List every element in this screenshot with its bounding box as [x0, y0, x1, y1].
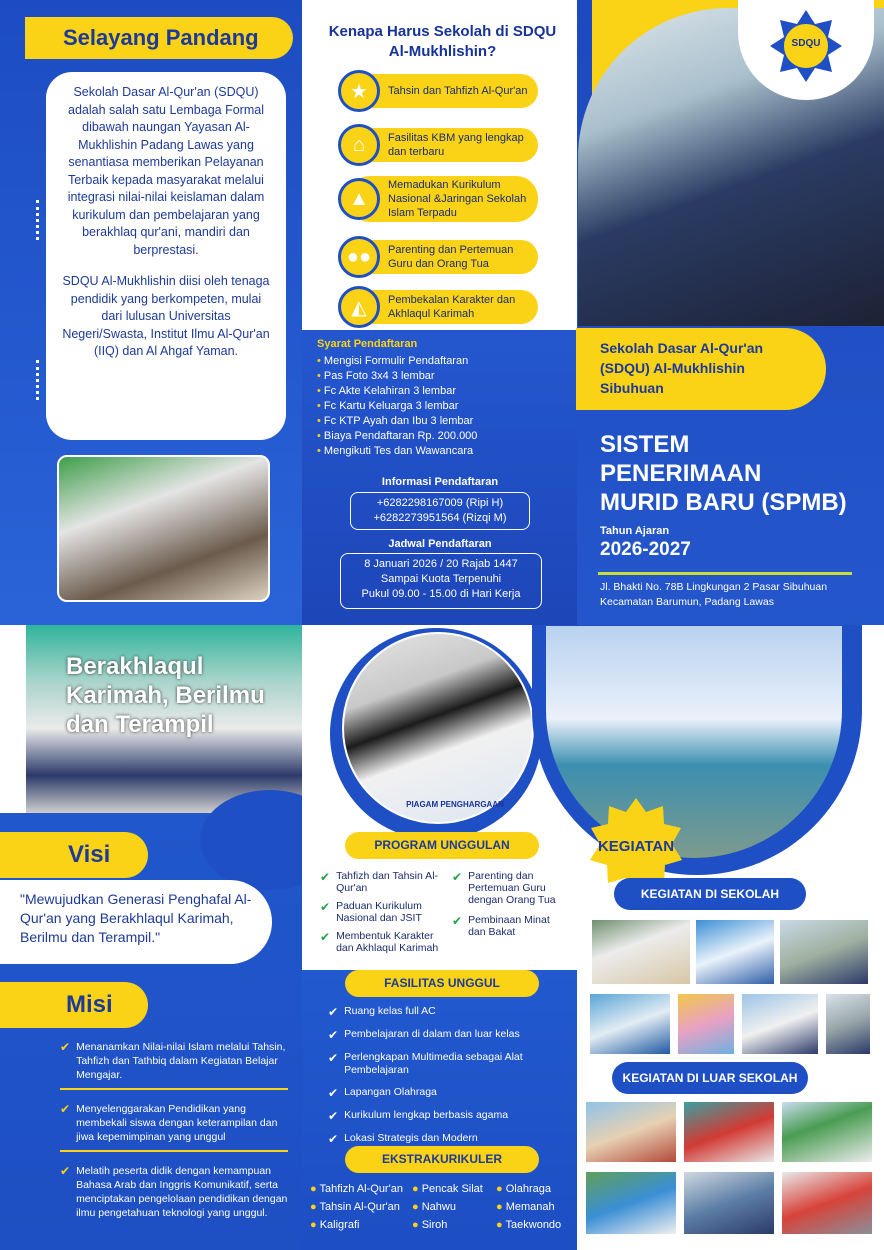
motto-text: Berakhlaqul Karimah, Berilmu dan Terampil [66, 653, 265, 738]
program-title: PROGRAM UNGGULAN [345, 832, 539, 859]
fasilitas-item: ✔ Lokasi Strategis dan Modern [328, 1132, 478, 1146]
ekstra-item: ● Siroh [412, 1219, 448, 1231]
check-icon: ✔ [452, 914, 463, 928]
kegiatan-badge-text: KEGIATAN [597, 838, 675, 855]
school-logo [768, 8, 844, 84]
cover-title-line-1: SISTEM [600, 431, 690, 458]
phone-2[interactable]: +6282273951564 (Rizqi M) [373, 512, 507, 524]
fasilitas-item: ✔ Kurikulum lengkap berbasis agama [328, 1109, 509, 1123]
syarat-item: • Mengisi Formulir Pendaftaran [317, 355, 469, 367]
selayang-paragraph-2: SDQU Al-Mukhlishin diisi oleh tenaga pendidik yang berkompeten, mulai dari lulusan Universitas Negeri/Swasta, Institut Ilmu Al-Qur'an (IIQ) dan Al Ahgaf Yaman. [62, 274, 270, 358]
ekstra-item: ● Tahfizh Al-Qur'an [310, 1183, 403, 1195]
why-item-label: Memadukan Kurikulum Nasional &Jaringan Sekolah Islam Terpadu [348, 176, 538, 222]
ekstra-item: ● Nahwu [412, 1201, 456, 1213]
ekstra-list [310, 1182, 580, 1233]
kegiatan-luar-photo [584, 1170, 678, 1236]
misi-item: ✔ Melatih peserta didik dengan kemampuan Bahasa Arab dan Inggris Komunikatif, serta menciptakan pengelolaan pendidikan dengan ilmu pengetahuan teknologi yang unggul. [60, 1164, 288, 1219]
check-icon: ✔ [320, 930, 331, 944]
selayang-card [46, 72, 286, 440]
jadwal-line-1: 8 Januari 2026 / 20 Rajab 1447 [364, 558, 518, 570]
misi-list [60, 1040, 288, 1220]
check-icon: ✔ [60, 1164, 71, 1178]
check-icon: ✔ [328, 1005, 339, 1019]
check-icon: ✔ [328, 1028, 339, 1042]
visi-title: Visi [68, 841, 111, 868]
syarat-item: • Biaya Pendaftaran Rp. 200.000 [317, 430, 478, 442]
ekstra-item: ● Tahsin Al-Qur'an [310, 1201, 400, 1213]
why-item [338, 236, 538, 278]
misi-item: ✔ Menanamkan Nilai-nilai Islam melalui Tahsin, Tahfizh dan Tathbiq dalam Kegiatan Belajar Mengajar. [60, 1040, 288, 1090]
students-award-photo [57, 455, 270, 602]
kegiatan-luar-title: KEGIATAN DI LUAR SEKOLAH [612, 1062, 808, 1094]
kegiatan-luar-photo [682, 1170, 776, 1236]
cover-title-line-2: PENERIMAAN [600, 460, 762, 487]
syarat-item: • Fc KTP Ayah dan Ibu 3 lembar [317, 415, 474, 427]
why-item [338, 174, 538, 224]
ekstra-item: ● Olahraga [496, 1183, 551, 1195]
school-address: Jl. Bhakti No. 78B Lingkungan 2 Pasar Sibuhuan Kecamatan Barumun, Padang Lawas [600, 581, 828, 608]
kegiatan-sekolah-photo [588, 992, 672, 1056]
program-item: ✔ Tahfizh dan Tahsin Al-Qur'an [320, 870, 439, 894]
kegiatan-sekolah-photo [824, 992, 872, 1056]
kegiatan-luar-photo [584, 1100, 678, 1164]
why-item-label: Parenting dan Pertemuan Guru dan Orang Tua [348, 240, 538, 274]
why-title: Kenapa Harus Sekolah di SDQU Al-Mukhlishin? [328, 23, 557, 60]
certificate-text: PIAGAM PENGHARGAAN [406, 800, 504, 809]
check-icon: ✔ [328, 1132, 339, 1146]
fasilitas-item: ✔ Pembelajaran di dalam dan luar kelas [328, 1028, 520, 1042]
kegiatan-sekolah-photo [676, 992, 736, 1056]
mosque-icon: ◭ [338, 286, 380, 328]
jadwal-line-3: Pukul 09.00 - 15.00 di Hari Kerja [361, 588, 521, 600]
check-icon: ✔ [328, 1086, 339, 1100]
why-item [338, 70, 538, 112]
check-icon: ✔ [328, 1051, 339, 1065]
check-icon: ✔ [60, 1102, 71, 1116]
program-item: ✔ Parenting dan Pertemuan Guru dengan Orang Tua [452, 870, 556, 906]
academic-year: 2026-2027 [600, 539, 691, 560]
people-icon: ●● [338, 236, 380, 278]
cover-title-line-3: MURID BARU (SPMB) [600, 489, 847, 516]
selayang-title: Selayang Pandang [63, 25, 259, 50]
kegiatan-sekolah-photo [590, 918, 692, 986]
check-icon: ✔ [320, 900, 331, 914]
visi-card [0, 880, 272, 964]
program-item: ✔ Membentuk Karakter dan Akhlaqul Karimah [320, 930, 439, 954]
why-item [338, 286, 538, 328]
syarat-title: Syarat Pendaftaran [317, 338, 418, 350]
check-icon: ✔ [452, 870, 463, 884]
check-icon: ✔ [328, 1109, 339, 1123]
graduation-cap-icon: ▲ [338, 178, 380, 220]
star-icon: ★ [338, 70, 380, 112]
kegiatan-luar-photo [780, 1170, 874, 1236]
selayang-paragraph-1: Sekolah Dasar Al-Qur'an (SDQU) adalah salah satu Lembaga Formal dibawah naungan Yayasan Al-Mukhlishin Padang Lawas yang senantiasa memberikan Pelayanan Terbaik kepada masyarakat melalui integrasi nilai-nilai keislaman dalam kurikulum dan pembelajaran yang berakhlaq qur'ani, mandiri dan berprestasi. [67, 85, 265, 257]
syarat-section [317, 338, 542, 459]
program-item: ✔ Pembinaan Minat dan Bakat [452, 914, 550, 938]
why-item [338, 124, 538, 166]
logo-text: SDQU [791, 38, 821, 49]
fasilitas-item: ✔ Perlengkapan Multimedia sebagai Alat Pembelajaran [328, 1051, 523, 1076]
why-item-label: Tahsin dan Tahfizh Al-Qur'an [348, 74, 538, 108]
check-icon: ✔ [320, 870, 331, 884]
kegiatan-sekolah-photo [778, 918, 870, 986]
kegiatan-luar-photo [682, 1100, 776, 1164]
syarat-item: • Fc Kartu Keluarga 3 lembar [317, 400, 459, 412]
visi-title-pill [0, 832, 148, 878]
divider-line [598, 572, 852, 575]
year-label: Tahun Ajaran [600, 525, 670, 537]
ekstra-item: ● Memanah [496, 1201, 555, 1213]
ekstra-item: ● Kaligrafi [310, 1219, 360, 1231]
check-icon: ✔ [60, 1040, 71, 1054]
misi-title: Misi [66, 991, 113, 1018]
jadwal-title: Jadwal Pendaftaran [388, 538, 492, 550]
dots-decoration [36, 200, 40, 240]
ekstra-column [412, 1182, 496, 1233]
jadwal-box [340, 553, 542, 609]
ekstra-item: ● Taekwondo [496, 1219, 562, 1231]
program-right-list [452, 870, 562, 938]
syarat-list [317, 354, 542, 459]
kegiatan-sekolah-title: KEGIATAN DI SEKOLAH [614, 878, 806, 910]
ekstra-item: ● Pencak Silat [412, 1183, 483, 1195]
info-title: Informasi Pendaftaran [381, 476, 499, 488]
kegiatan-sekolah-photo [694, 918, 776, 986]
fasilitas-item: ✔ Lapangan Olahraga [328, 1086, 437, 1100]
student-trophy-photo [342, 632, 534, 824]
ekstra-title: EKSTRAKURIKULER [345, 1146, 539, 1173]
ekstra-column [310, 1182, 412, 1233]
school-name: Sekolah Dasar Al-Qur'an (SDQU) Al-Mukhlishin Sibuhuan [600, 340, 764, 396]
why-item-label: Fasilitas KBM yang lengkap dan terbaru [348, 128, 538, 162]
info-box [350, 492, 530, 530]
selayang-title-pill [25, 17, 293, 59]
ekstra-column [496, 1182, 576, 1233]
phone-1[interactable]: +6282298167009 (Ripi H) [376, 497, 504, 509]
why-item-label: Pembekalan Karakter dan Akhlaqul Karimah [348, 290, 538, 324]
syarat-item: • Fc Akte Kelahiran 3 lembar [317, 385, 456, 397]
program-item: ✔ Paduan Kurikulum Nasional dan JSIT [320, 900, 422, 924]
syarat-item: • Mengikuti Tes dan Wawancara [317, 445, 474, 457]
chair-icon: ⌂ [338, 124, 380, 166]
misi-title-pill [0, 982, 148, 1028]
cover-title [600, 430, 870, 517]
misi-item: ✔ Menyelenggarakan Pendidikan yang membekali siswa dengan keterampilan dan jiwa kepemimpinan yang unggul [60, 1090, 288, 1152]
dots-decoration [36, 360, 40, 400]
fasilitas-list [328, 1005, 558, 1146]
kegiatan-luar-photo [780, 1100, 874, 1164]
jadwal-line-2: Sampai Kuota Terpenuhi [380, 573, 502, 585]
program-left-list [320, 870, 444, 954]
fasilitas-title: FASILITAS UNGGUL [345, 970, 539, 997]
visi-text: "Mewujudkan Generasi Penghafal Al-Qur'an yang Berakhlaqul Karimah, Berilmu dan Terampil." [20, 891, 252, 945]
syarat-item: • Pas Foto 3x4 3 lembar [317, 370, 435, 382]
kegiatan-sekolah-photo [740, 992, 820, 1056]
fasilitas-item: ✔ Ruang kelas full AC [328, 1005, 436, 1019]
school-name-pill [576, 328, 826, 410]
